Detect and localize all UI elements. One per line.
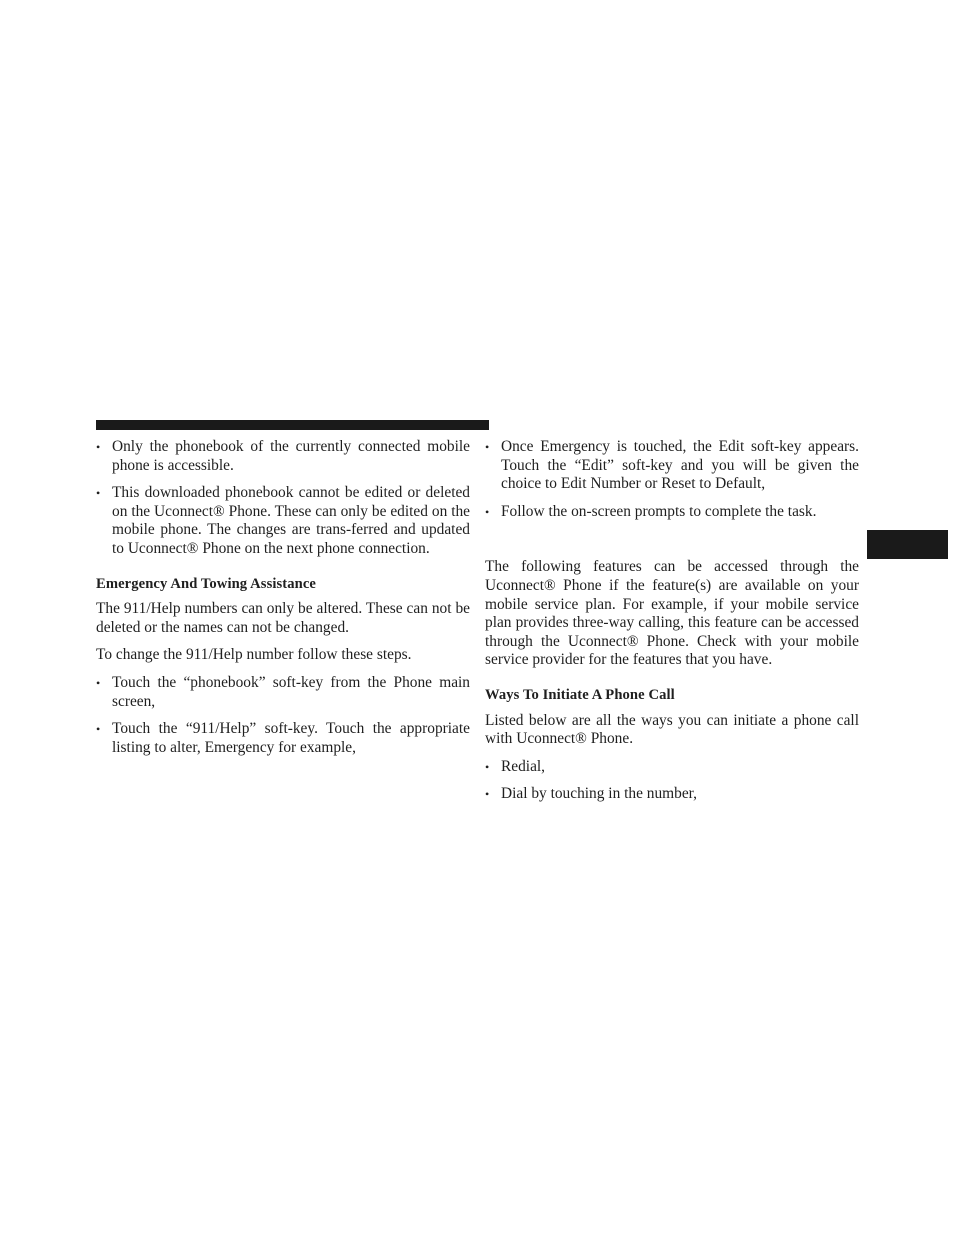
list-item: • Once Emergency is touched, the Edit soft-key appears. Touch the “Edit” soft-key and you will be given the choice to Edit Number or Reset to Default,	[485, 438, 859, 493]
bullet-icon: •	[96, 675, 101, 690]
paragraph: To change the 911/Help number follow these steps.	[96, 646, 412, 664]
bullet-icon: •	[485, 504, 490, 519]
section-heading: Emergency And Towing Assistance	[96, 575, 317, 592]
list-item: • Follow the on-screen prompts to complete the task.	[485, 502, 817, 520]
bullet-icon: •	[96, 486, 101, 501]
list-item: • This downloaded phonebook cannot be edited or deleted on the Uconnect® Phone. These can only be edited on the mobile phone. The changes are trans-ferred and updated to Uconnect® Phone on the next phone connection.	[96, 484, 470, 557]
section-top-rule	[96, 420, 489, 430]
bullet-icon: •	[96, 440, 101, 454]
bullet-icon: •	[485, 759, 490, 774]
list-item: • Touch the “phonebook” soft-key from the Phone main screen,	[96, 673, 470, 710]
bullet-icon: •	[485, 440, 490, 454]
section-heading: Ways To Initiate A Phone Call	[485, 686, 675, 703]
section-spacer	[485, 530, 859, 558]
bullet-icon: •	[96, 722, 101, 737]
chapter-side-tab	[867, 530, 948, 559]
paragraph: The following features can be accessed through the Uconnect® Phone if the feature(s) are available on your mobile service plan. For example, if your mobile service plan provides three-way calling, this feature can be accessed through the Uconnect® Phone. Check with your mobile service provider for the features that you have.	[485, 558, 859, 669]
right-column	[485, 438, 859, 813]
list-item: • Touch the “911/Help” soft-key. Touch the appropriate listing to alter, Emergency for example,	[96, 720, 470, 756]
paragraph: The 911/Help numbers can only be altered. These can not be deleted or the names can not be changed.	[96, 600, 470, 636]
list-item: • Only the phonebook of the currently connected mobile phone is accessible.	[96, 438, 470, 474]
bullet-icon: •	[485, 787, 490, 802]
left-column	[96, 438, 470, 766]
paragraph: Listed below are all the ways you can initiate a phone call with Uconnect® Phone.	[485, 711, 859, 748]
list-item: • Redial,	[485, 757, 546, 775]
list-item: • Dial by touching in the number,	[485, 785, 698, 803]
